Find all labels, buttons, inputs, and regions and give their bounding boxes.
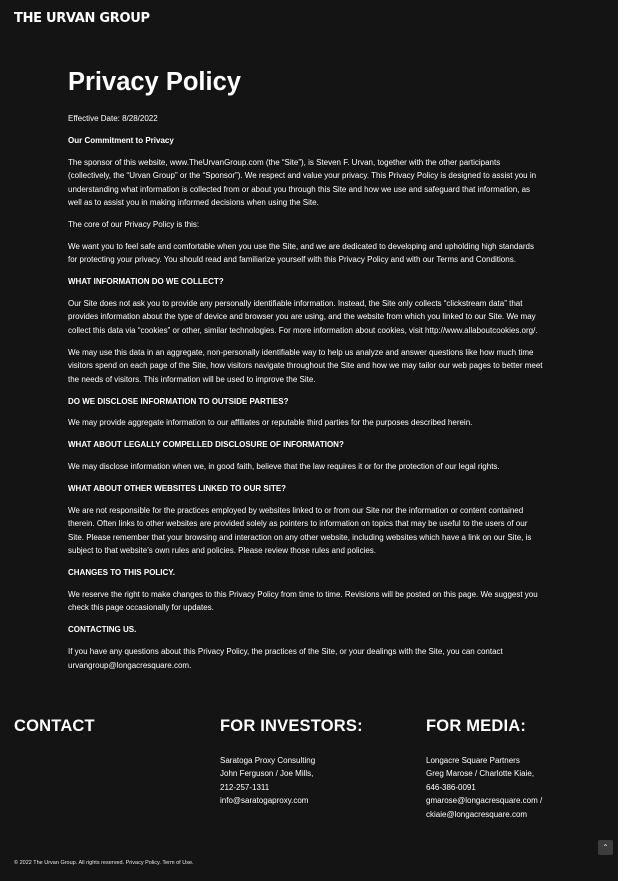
policy-paragraph: We may use this data in an aggregate, non-personally identifiable way to help us analyze and answer questions like how much time visitors spend on each page of the Site, how visitors navigate throughout the Site and how we may tailor our web pages to better meet the needs of visitors. This information will be used to improve the Site. [68, 347, 543, 384]
policy-paragraph: We may disclose information when we, in good faith, believe that the law requires it or for the protection of our legal rights. [68, 462, 500, 472]
media-column [426, 716, 542, 821]
page-title: Privacy Policy [68, 68, 241, 96]
section-heading: CONTACTING US. [68, 625, 137, 635]
media-contacts: Greg Marose / Charlotte Kiaie, [426, 769, 535, 779]
policy-body [68, 134, 544, 672]
media-heading: FOR MEDIA: [426, 717, 527, 735]
policy-paragraph: Our Site does not ask you to provide any personally identifiable information. Instead, the Site only collects “clickstream data” that provides information about the type of device and browser you are using, and the website from which you linked to our Site. We may collect this data via “cookies” or other, similar technologies. For more information about cookies, visit http://www.allaboutcookies.org/. [68, 299, 538, 335]
scrollbar-track[interactable] [618, 0, 624, 881]
terms-of-use-link[interactable]: Term of Use. [162, 860, 194, 866]
media-firm: Longacre Square Partners [426, 756, 520, 765]
contact-column [14, 716, 95, 736]
site-logo[interactable]: THE URVAN GROUP [14, 11, 150, 26]
copyright-text: © 2022 The Urvan Group. All rights reserved. [14, 860, 125, 866]
scroll-to-top-button[interactable] [598, 840, 613, 855]
policy-paragraph: We may provide aggregate information to our affiliates or reputable third parties for the purposes described herein. [68, 418, 473, 428]
investors-phone[interactable]: 212-257-1311 [220, 782, 270, 792]
section-heading: Our Commitment to Privacy [68, 135, 174, 145]
investors-column [220, 716, 363, 808]
media-phone[interactable]: 646-386-0091 [426, 782, 476, 792]
section-heading: DO WE DISCLOSE INFORMATION TO OUTSIDE PARTIES? [68, 396, 289, 406]
section-heading: WHAT INFORMATION DO WE COLLECT? [68, 277, 224, 287]
privacy-policy-link[interactable]: Privacy Policy. [125, 860, 161, 866]
policy-paragraph: We are not responsible for the practices employed by websites linked to or from our Site nor the information or content contained therein. Often links to other websites are provided solely as pointers to information on topics that may be useful to the users of our Site. Please remember that your browsing and interaction on any other website, including websites which have a link on our Site, is subject to that website’s own rules and policies. Please review those rules and policies. [68, 506, 532, 556]
privacy-content [68, 66, 544, 681]
policy-paragraph: The core of our Privacy Policy is this: [68, 219, 200, 229]
investors-contacts: John Ferguson / Joe Mills, [220, 769, 314, 779]
policy-paragraph: We reserve the right to make changes to this Privacy Policy from time to time. Revisions will be posted on this page. We suggest you check this page occasionally for updates. [68, 590, 538, 613]
chevron-up-icon: ⌃ [602, 842, 609, 852]
investors-heading: FOR INVESTORS: [220, 717, 363, 735]
contact-heading: CONTACT [14, 717, 95, 735]
investors-email[interactable]: info@saratogaproxy.com [220, 796, 309, 806]
section-heading: CHANGES TO THIS POLICY. [68, 568, 175, 578]
policy-paragraph: If you have any questions about this Privacy Policy, the practices of the Site, or your dealings with the Site, you can contact urvangroup@longacresquare.com. [68, 647, 503, 670]
copyright [14, 860, 194, 867]
section-heading: WHAT ABOUT LEGALLY COMPELLED DISCLOSURE OF INFORMATION? [68, 440, 344, 450]
investors-firm: Saratoga Proxy Consulting [220, 756, 316, 765]
section-heading: WHAT ABOUT OTHER WEBSITES LINKED TO OUR SITE? [68, 484, 287, 494]
media-email-1[interactable]: gmarose@longacresquare.com / [426, 796, 543, 806]
policy-paragraph: We want you to feel safe and comfortable when you use the Site, and we are dedicated to developing and upholding high standards for protecting your privacy. You should read and familiarize yourself with this Privacy Policy and with our Terms and Conditions. [68, 241, 534, 265]
policy-paragraph: The sponsor of this website, www.TheUrvanGroup.com (the “Site”), is Steven F. Urvan, together with the other participants (collectively, the “Urvan Group” or the “Sponsor”). We respect and value your privacy. This Privacy Policy is designed to assist you in understanding what information is collected from or about you through this Site and how we use and safeguard that information, as well as to assist you in making informed decisions when using the Site. [68, 157, 537, 208]
media-email-2[interactable]: ckiaie@longacresquare.com [426, 809, 528, 819]
effective-date: Effective Date: 8/28/2022 [68, 114, 158, 123]
